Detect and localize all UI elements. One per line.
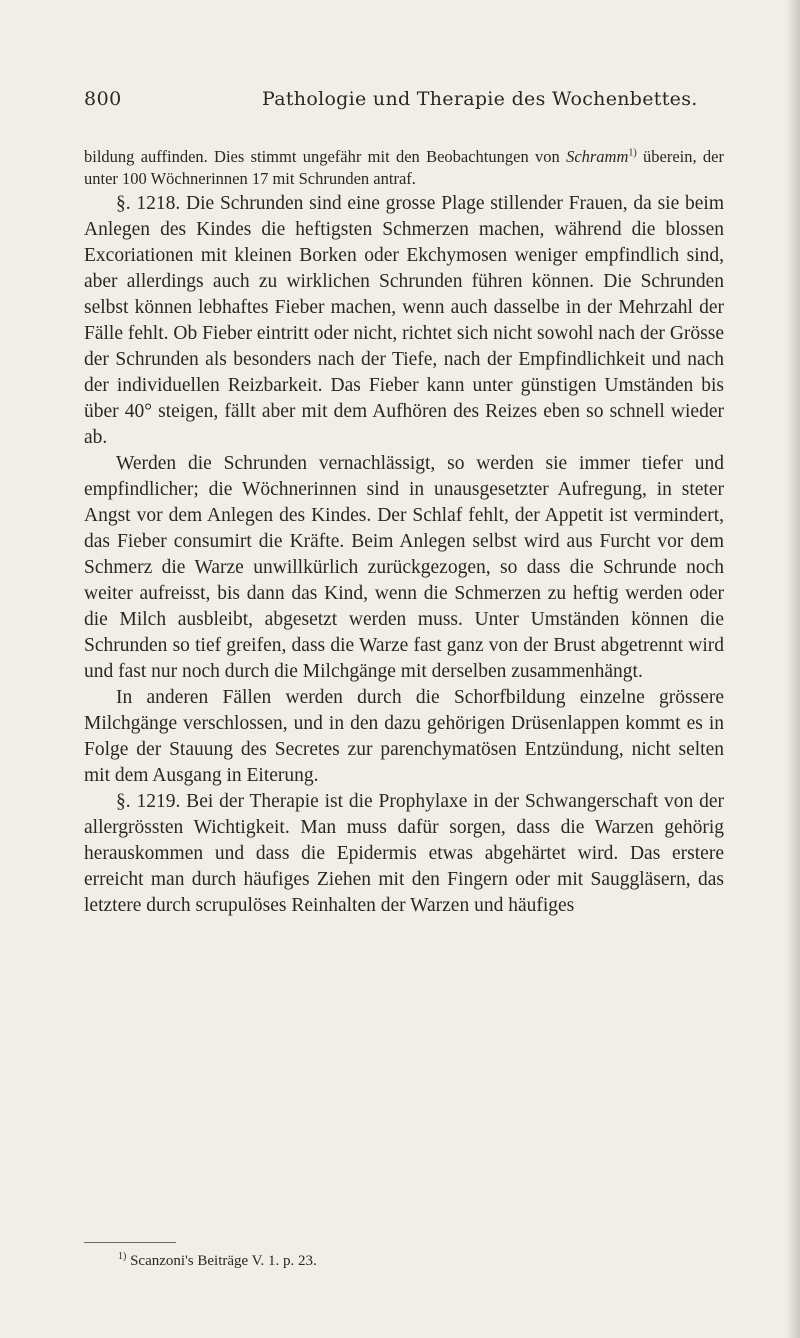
paragraph-1219: §. 1219. Bei der Therapie ist die Prophylaxe in der Schwangerschaft von der allergrössten Wichtigkeit. Man muss dafür sorgen, dass die Warzen gehörig herauskommen und dass die Epidermis etwas abgehärtet wird. Das erstere erreicht man durch häufiges Ziehen mit den Fingern oder mit Sauggläsern, das letztere durch scrupulöses Reinhalten der Warzen und häufiges — [84, 791, 724, 916]
cited-author: Schramm — [566, 147, 629, 166]
paragraph-1218: §. 1218. Die Schrunden sind eine grosse Plage stillender Frauen, da sie beim Anlegen des Kindes die heftigsten Schmerzen machen, während die blossen Excoriationen mit kleinen Borken oder Ekchymosen weniger empfindlich sind, aber allerdings auch zu wirklichen Schrunden führen können. Die Schrunden selbst können lebhaftes Fieber machen, wenn auch dasselbe in der Mehrzahl der Fälle fehlt. Ob Fieber eintritt oder nicht, richtet sich nicht sowohl nach der Grösse der Schrunden als besonders nach der Tiefe, nach der Empfindlichkeit und nach der individuellen Reizbarkeit. Das Fieber kann unter günstigen Umständen bis über 40° steigen, fällt aber mit dem Aufhören des Reizes eben so schnell wieder ab. — [84, 193, 724, 448]
footnote-text: Scanzoni's Beiträge V. 1. p. 23. — [126, 1253, 317, 1269]
footnote — [118, 1252, 317, 1270]
footnote-reference: 1) — [628, 147, 637, 159]
footnote-divider — [84, 1242, 176, 1243]
paragraph-suppuration: In anderen Fällen werden durch die Schorfbildung einzelne grössere Milchgänge verschlossen, und in den dazu gehörigen Drüsenlappen kommt es in Folge der Stauung des Secretes zur parenchymatösen Entzündung, nicht selten mit dem Ausgang in Eiterung. — [84, 687, 724, 786]
page-header — [84, 88, 724, 118]
page-number: 800 — [84, 88, 122, 110]
running-title: Pathologie und Therapie des Wochenbettes. — [262, 88, 698, 110]
page-edge-shadow — [786, 0, 800, 1338]
body-text — [84, 146, 724, 919]
footnote-marker: 1) — [118, 1251, 127, 1262]
intro-paragraph — [84, 146, 724, 190]
paragraph-neglect: Werden die Schrunden vernachlässigt, so werden sie immer tiefer und empfindlicher; die Wöchnerinnen sind in unausgesetzter Aufregung, in steter Angst vor dem Anlegen des Kindes. Der Schlaf fehlt, der Appetit ist vermindert, das Fieber consumirt die Kräfte. Beim Anlegen selbst wird aus Furcht vor dem Schmerz die Warze unwillkürlich zurückgezogen, so dass die Schrunde noch weiter aufreisst, bis dann das Kind, wenn die Schmerzen zu heftig werden oder die Milch ausbleibt, abgesetzt werden muss. Unter Umständen können die Schrunden so tief greifen, dass die Warze fast ganz von der Brust abgetrennt wird und fast nur noch durch die Milchgänge mit derselben zusammenhängt. — [84, 453, 724, 682]
intro-rest: überein, der unter 100 Wöchnerinnen 17 mit Schrunden antraf. — [84, 147, 724, 188]
intro-lead: bildung auffinden. Dies stimmt ungefähr mit den Beobachtungen von — [84, 147, 560, 166]
